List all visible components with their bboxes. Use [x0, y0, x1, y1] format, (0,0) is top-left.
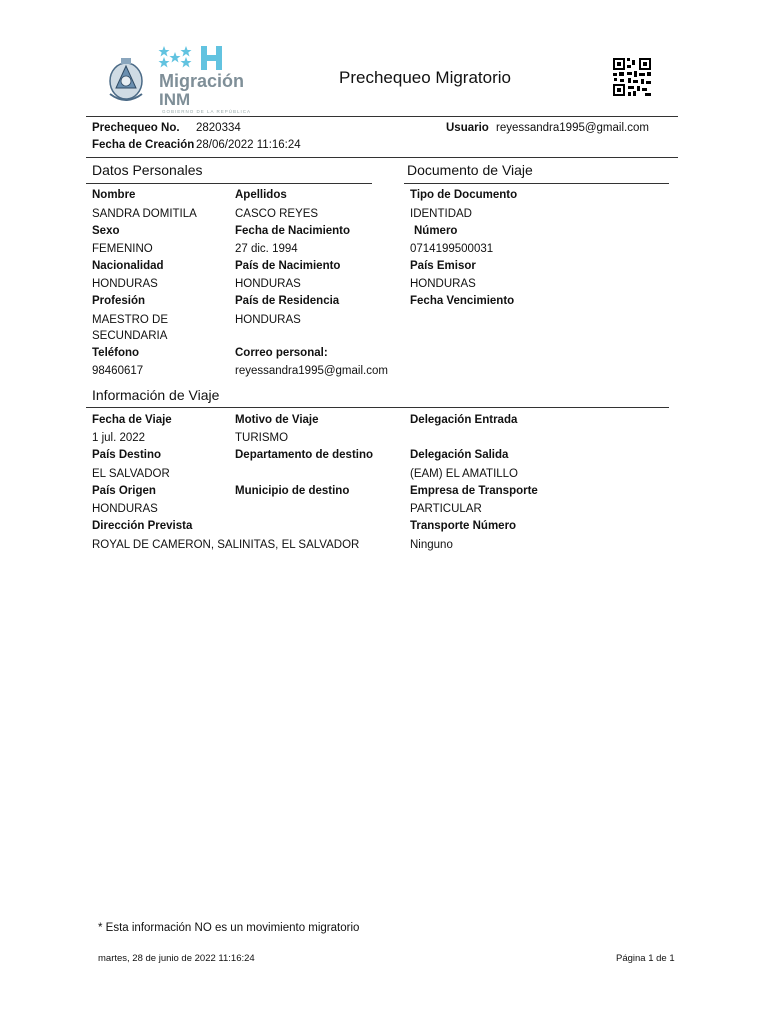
- telefono-label: Teléfono: [92, 347, 140, 359]
- profesion-value-line1: MAESTRO DE: [92, 314, 169, 326]
- delegacion-salida-label: Delegación Salida: [410, 449, 509, 461]
- delegacion-entrada-label: Delegación Entrada: [410, 414, 518, 426]
- logo-text-migracion: Migración: [159, 71, 245, 91]
- documento-viaje-title: Documento de Viaje: [407, 162, 533, 178]
- profesion-label: Profesión: [92, 295, 146, 307]
- nacionalidad-value: HONDURAS: [92, 278, 158, 290]
- pais-origen-label: País Origen: [92, 485, 156, 497]
- nacionalidad-label: Nacionalidad: [92, 260, 164, 272]
- prechequeo-value: 2820334: [196, 122, 241, 134]
- h-logo-icon: [200, 45, 224, 71]
- footer-date: martes, 28 de junio de 2022 11:16:24: [98, 953, 255, 964]
- nombre-value: SANDRA DOMITILA: [92, 208, 197, 220]
- empresa-transporte-value: PARTICULAR: [410, 503, 482, 515]
- pais-emisor-value: HONDURAS: [410, 278, 476, 290]
- fecha-creacion-value: 28/06/2022 11:16:24: [196, 139, 301, 151]
- numero-label: Número: [414, 225, 458, 237]
- informacion-viaje-rule: [86, 407, 669, 408]
- page-title: Prechequeo Migratorio: [339, 68, 511, 87]
- fecha-nacimiento-value: 27 dic. 1994: [235, 243, 298, 255]
- pais-emisor-label: País Emisor: [410, 260, 476, 272]
- municipio-destino-label: Municipio de destino: [235, 485, 350, 497]
- telefono-value: 98460617: [92, 365, 144, 377]
- transporte-numero-value: Ninguno: [410, 539, 453, 551]
- motivo-viaje-label: Motivo de Viaje: [235, 414, 319, 426]
- correo-personal-value: reyessandra1995@gmail.com: [235, 365, 388, 377]
- fecha-creacion-label: Fecha de Creación: [92, 139, 195, 151]
- informacion-viaje-title: Información de Viaje: [92, 387, 220, 403]
- pais-nacimiento-label: País de Nacimiento: [235, 260, 341, 272]
- page-number: Página 1 de 1: [616, 953, 675, 964]
- fecha-vencimiento-label: Fecha Vencimiento: [410, 295, 515, 307]
- usuario-value: reyessandra1995@gmail.com: [496, 122, 649, 134]
- pais-destino-label: País Destino: [92, 449, 162, 461]
- logo-text-inm: INM: [159, 90, 191, 109]
- coat-of-arms-icon: [104, 54, 148, 104]
- datos-personales-rule: [86, 183, 372, 184]
- direccion-prevista-label: Dirección Prevista: [92, 520, 193, 532]
- datos-personales-title: Datos Personales: [92, 162, 203, 178]
- tipo-documento-value: IDENTIDAD: [410, 208, 472, 220]
- apellidos-label: Apellidos: [235, 189, 287, 201]
- transporte-numero-label: Transporte Número: [410, 520, 517, 532]
- fecha-viaje-label: Fecha de Viaje: [92, 414, 172, 426]
- departamento-destino-label: Departamento de destino: [235, 449, 374, 461]
- empresa-transporte-label: Empresa de Transporte: [410, 485, 538, 497]
- disclaimer-note: * Esta información NO es un movimiento migratorio: [98, 922, 360, 934]
- numero-value: 0714199500031: [410, 243, 494, 255]
- stars-icon: [158, 45, 198, 69]
- prechequeo-label: Prechequeo No.: [92, 122, 180, 134]
- profesion-value-line2: SECUNDARIA: [92, 330, 168, 342]
- fecha-nacimiento-label: Fecha de Nacimiento: [235, 225, 351, 237]
- sexo-label: Sexo: [92, 225, 120, 237]
- pais-residencia-value: HONDURAS: [235, 314, 301, 326]
- pais-nacimiento-value: HONDURAS: [235, 278, 301, 290]
- nombre-label: Nombre: [92, 189, 136, 201]
- logo-tagline: GOBIERNO DE LA REPÚBLICA: [162, 109, 252, 114]
- motivo-viaje-value: TURISMO: [235, 432, 289, 444]
- pais-residencia-label: País de Residencia: [235, 295, 340, 307]
- documento-viaje-rule: [404, 183, 669, 184]
- pais-destino-value: EL SALVADOR: [92, 468, 170, 480]
- qr-code-icon: [612, 57, 652, 97]
- sexo-value: FEMENINO: [92, 243, 153, 255]
- apellidos-value: CASCO REYES: [235, 208, 319, 220]
- tipo-documento-label: Tipo de Documento: [410, 189, 518, 201]
- pais-origen-value: HONDURAS: [92, 503, 158, 515]
- fecha-viaje-value: 1 jul. 2022: [92, 432, 146, 444]
- direccion-prevista-value: ROYAL DE CAMERON, SALINITAS, EL SALVADOR: [92, 539, 360, 551]
- header-rule: [86, 116, 678, 117]
- meta-rule: [86, 157, 678, 158]
- correo-personal-label: Correo personal:: [235, 347, 328, 359]
- usuario-label: Usuario: [446, 122, 489, 134]
- delegacion-salida-value: (EAM) EL AMATILLO: [410, 468, 518, 480]
